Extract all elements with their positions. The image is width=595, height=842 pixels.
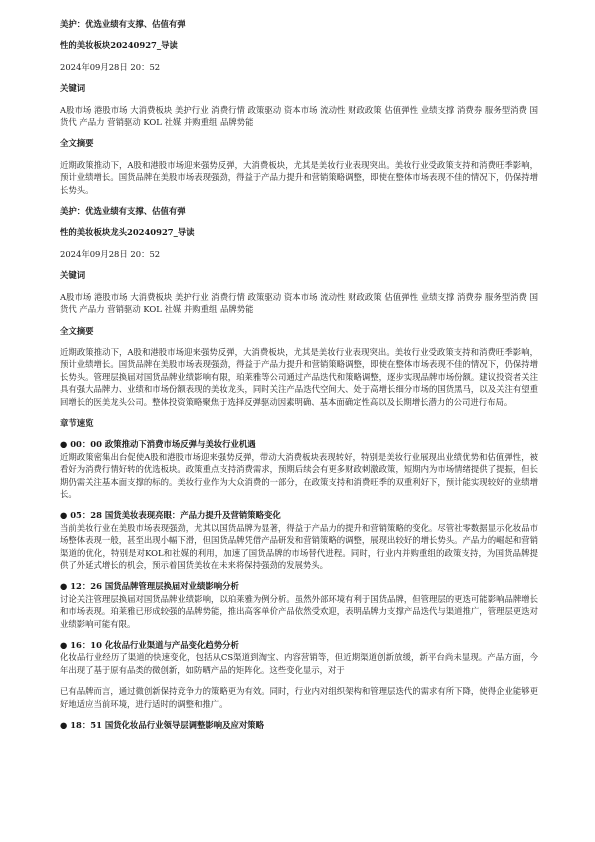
keywords-label-2: 关键词 [60, 270, 86, 281]
summary-text-2: 近期政策推动下，A股和港股市场迎来强势反弹，大消费板块，尤其是美妆行业表现突出。美妆行业受政策支持和消费旺季影响，预计业绩增长。国货品牌在美股市场表现强劲，得益于产品力提升和营销策略调整，即使在整体市场表现不佳的情况下，仍保持增长势头。管理层换届对国货品牌业绩影响有限，珀莱雅等公司通过产品迭代和策略调整，逐步实现品牌市场份额。建议投资者关注具有强大品牌力、业绩和市场份额表现的美妆龙头，同时关注产品迭代空间大、处于高增长细分市场的国货黑马，以及关注有望重回增长的医美龙头公司。整体投资策略聚焦于选择反弹驱动因素明确、基本面确定性高以及长期增长潜力的公司进行布局。 [60, 346, 538, 407]
chapter-5-title: ● 18：51 国货化妆品行业领导层调整影响及应对策略 [60, 720, 264, 731]
chapter-3-title: ● 12：26 国货品牌管理层换届对业绩影响分析 [60, 581, 239, 592]
chapter-1-title: ● 00：00 政策推动下消费市场反弹与美妆行业机遇 [60, 439, 256, 450]
keywords-text-1: A股市场 港股市场 大消费板块 美护行业 消费行情 政策驱动 资本市场 流动性 财政政策 估值弹性 业绩支撑 消费券 服务型消费 国货代 产品力 营销驱动 KOL 社媒 并购重组 品牌势能 [60, 104, 538, 128]
keywords-text-2: A股市场 港股市场 大消费板块 美护行业 消费行情 政策驱动 资本市场 流动性 财政政策 估值弹性 业绩支撑 消费券 服务型消费 国货代 产品力 营销驱动 KOL 社媒 并购重组 品牌势能 [60, 291, 538, 315]
doc-title-2-line1: 美护：优选业绩有支撑、估值有弹 [60, 206, 186, 217]
chapter-2-title: ● 05：28 国货美妆表现亮眼：产品力提升及营销策略变化 [60, 510, 281, 521]
summary-text-1: 近期政策推动下，A股和港股市场迎来强势反弹，大消费板块，尤其是美妆行业表现突出。美妆行业受政策支持和消费旺季影响，预计业绩增长。国货品牌在美股市场表现强劲，得益于产品力提升和营销策略调整，即使在整体市场表现不佳的情况下，仍保持增长势头。 [60, 159, 538, 195]
chapters-label: 章节速览 [60, 417, 94, 428]
doc-title-1-line2: 性的美妆板块20240927_导读 [60, 40, 178, 51]
chapter-4-title: ● 16：10 化妆品行业渠道与产品变化趋势分析 [60, 640, 239, 651]
doc-date-2: 2024年09月28日 20：52 [60, 248, 161, 259]
summary-label-2: 全文摘要 [60, 325, 94, 336]
summary-label-1: 全文摘要 [60, 138, 94, 149]
doc-title-2-line2: 性的美妆板块龙头20240927_导读 [60, 227, 195, 238]
document-page [60, 18, 538, 731]
chapter-2-body: 当前美妆行业在美股市场表现强劲，尤其以国货品牌为显著，得益于产品力的提升和营销策略的变化。尽管社零数据显示化妆品市场整体表现一般，甚至出现小幅下滑，但国货品牌凭借产品研发和营销策略的调整，展现出较好的增长势头。产品力的崛起和营销渠道的优化，特别是对KOL和社媒的利用，加速了国货品牌的市场替代进程。同时，行业内并购重组的政策支持，为国货品牌提供了外延式增长的机会，预示着国货美妆在未来将保持强劲的发展势头。 [60, 522, 538, 570]
doc-title-1-line1: 美护：优选业绩有支撑、估值有弹 [60, 19, 186, 29]
chapter-4-body-a: 化妆品行业经历了渠道的快速变化，包括从CS渠道到淘宝、内容营销等，但近期渠道创新放缓，新平台尚未显现。产品方面，今年出现了基于原有品类的微创新，如防晒产品的矩阵化。这些变化显示，对于 [60, 652, 538, 675]
chapter-1-body: 近期政策密集出台促使A股和港股市场迎来强势反弹，带动大消费板块表现转好，特别是美妆行业展现出业绩优势和估值弹性，被看好为消费行情好转的优选板块。政策重点支持消费需求，预期后续会有更多财政刺激政策，短期内为市场情绪提供了提振，但长期仍需关注基本面支撑的标的。美妆行业作为大众消费的一部分，在政策支持和消费旺季的双重利好下，预计能实现较好的业绩增长。 [60, 451, 538, 499]
chapter-3-body: 讨论关注管理层换届对国货品牌业绩影响，以珀莱雅为例分析。虽然外部环境有利于国货品牌，但管理层的更迭可能影响品牌增长和市场表现。珀莱雅已形成较强的品牌势能，推出高客单价产品依然受欢迎，表明品牌力支撑产品迭代与渠道推广，管理层更迭对业绩影响可能有限。 [60, 593, 538, 629]
doc-date-1: 2024年09月28日 20：52 [60, 61, 161, 72]
chapter-4-body-b: 已有品牌而言，通过微创新保持竞争力的策略更为有效。同时，行业内对组织架构和管理层迭代的需求有所下降，使得企业能够更好地适应当前环境，进行适时的调整和推广。 [60, 686, 538, 709]
keywords-label-1: 关键词 [60, 83, 86, 94]
